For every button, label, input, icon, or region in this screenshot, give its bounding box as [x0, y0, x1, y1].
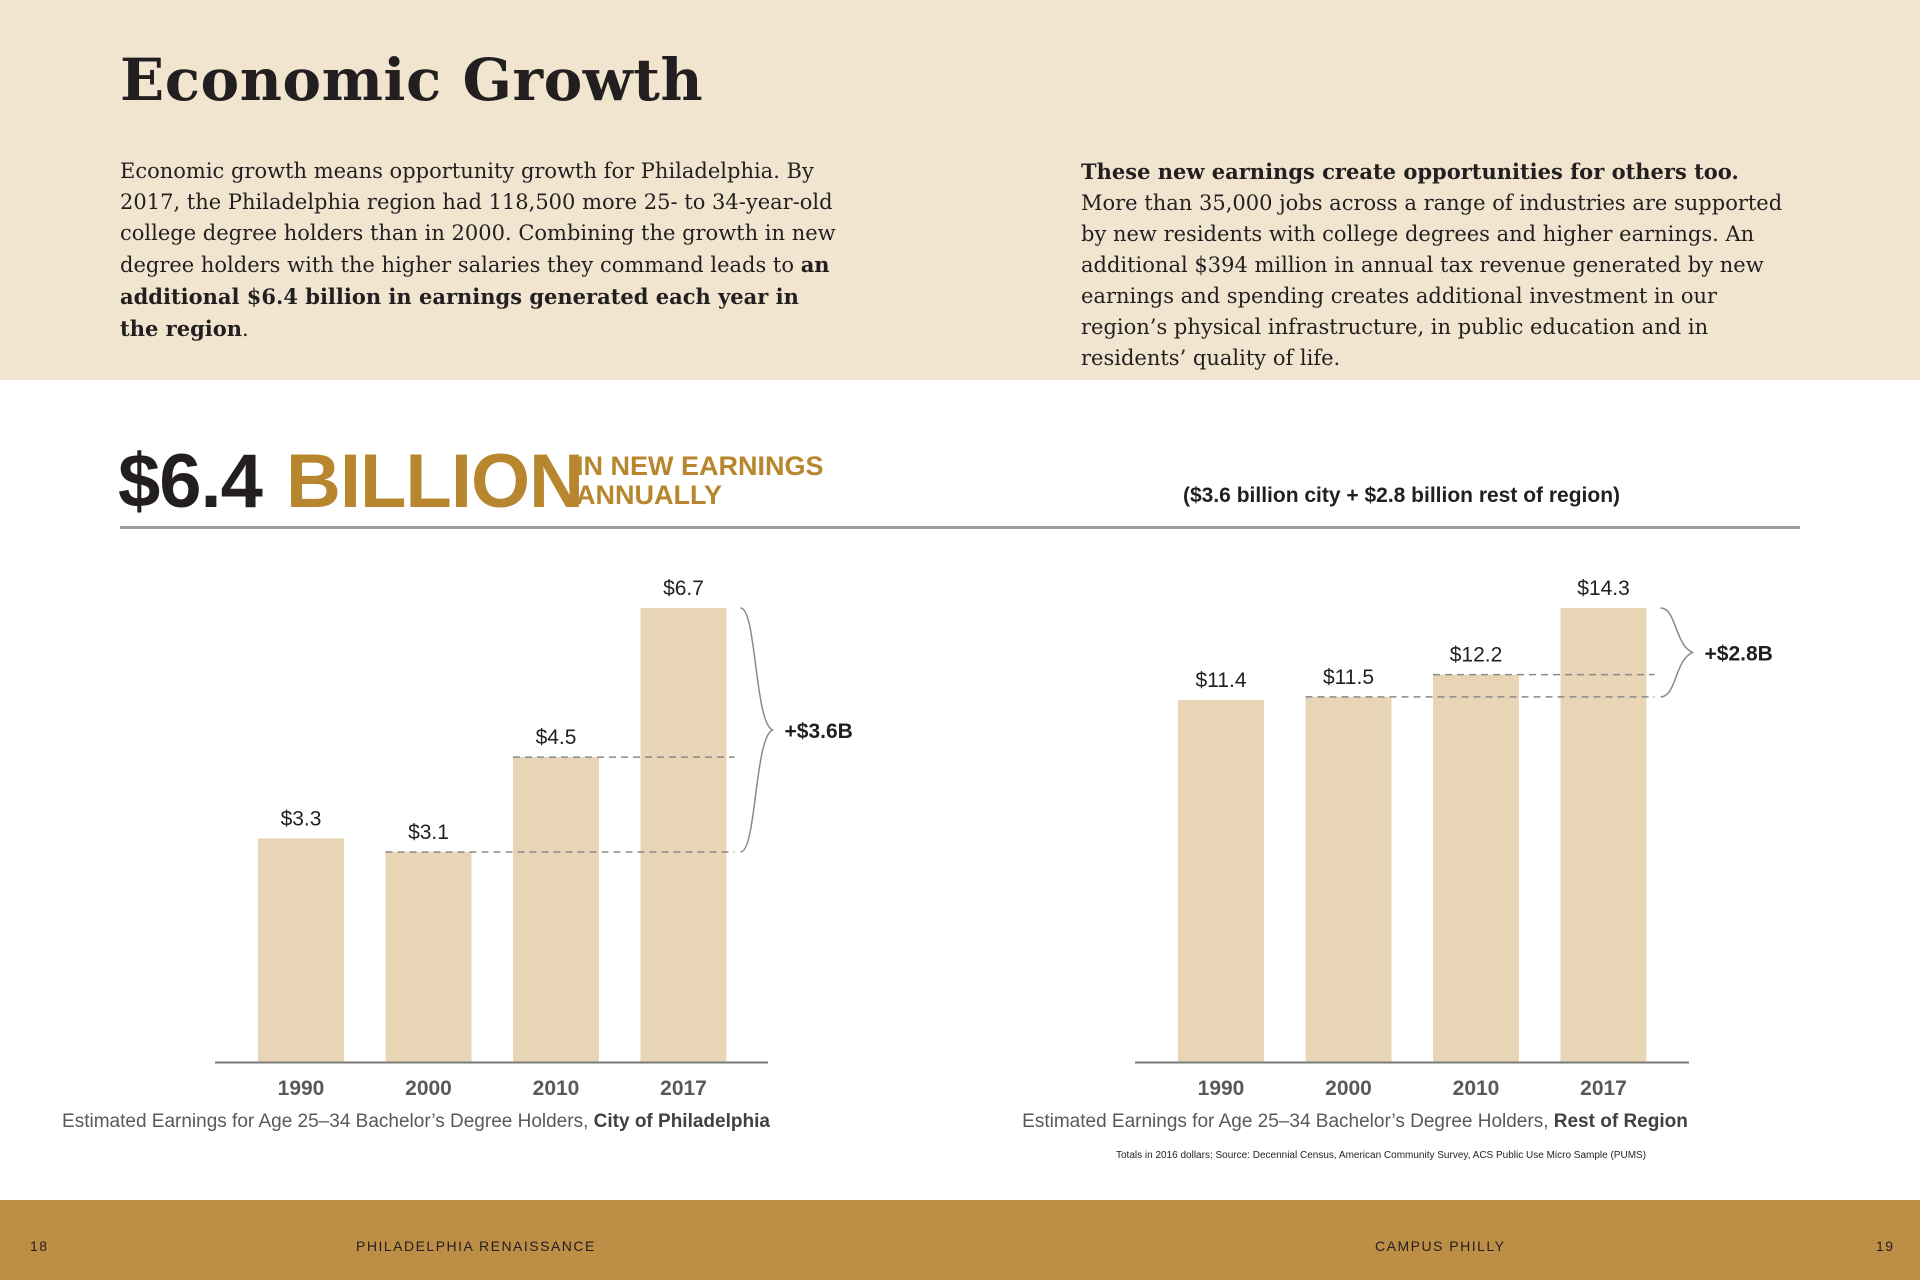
headline-subtitle-line1: IN NEW EARNINGS	[576, 451, 824, 481]
intro-left-end: .	[242, 317, 249, 341]
intro-right-bold: These new earnings create opportunities for others too.	[1081, 159, 1739, 184]
intro-right-text: More than 35,000 jobs across a range of industries are supported by new residents with college degrees and higher earnings. An additional $394 million in annual tax revenue generated by new earnings and spending creates additional investment in our region’s physical infrastructure, in public education and in residents’ quality of life.	[1081, 191, 1783, 370]
bar-2010	[1433, 675, 1519, 1062]
x-tick-2017: 2017	[1580, 1077, 1627, 1100]
divider-rule	[120, 526, 1800, 529]
intro-band	[0, 0, 1920, 380]
x-tick-1990: 1990	[277, 1077, 325, 1100]
headline-subtitle-line2: ANNUALLY	[576, 480, 723, 510]
chart-caption	[62, 1111, 770, 1132]
footer-title-right: CAMPUS PHILLY	[1375, 1238, 1506, 1254]
data-label-2010: $4.5	[535, 726, 577, 750]
data-label-1990: $3.3	[280, 807, 322, 831]
bar-2017	[1561, 608, 1647, 1062]
earnings-charts	[0, 540, 1920, 1140]
bar-2000	[386, 852, 472, 1062]
gain-brace	[1661, 608, 1693, 697]
bar-1990	[1178, 700, 1264, 1062]
data-label-1990: $11.4	[1195, 669, 1247, 693]
chart-caption-bold: Rest of Region	[1553, 1111, 1688, 1132]
page-number-right: 19	[1876, 1238, 1895, 1254]
earnings-split-note: ($3.6 billion city + $2.8 billion rest of region)	[1183, 484, 1621, 507]
chart-caption-bold: City of Philadelphia	[593, 1111, 770, 1132]
data-label-2010: $12.2	[1449, 643, 1503, 667]
bar-2000	[1306, 697, 1392, 1062]
data-label-2000: $3.1	[408, 820, 449, 844]
page-number-left: 18	[30, 1238, 49, 1254]
footer-title-left: PHILADELPHIA RENAISSANCE	[356, 1238, 596, 1254]
intro-paragraph-left	[120, 156, 840, 345]
intro-left-bold: an additional $6.4 billion in earnings generated each year in the region	[120, 252, 830, 341]
source-footnote: Totals in 2016 dollars; Source: Decennial Census, American Community Survey, ACS Public Use Micro Sample (PUMS)	[1116, 1150, 1647, 1161]
intro-paragraph-right	[1081, 156, 1801, 374]
data-label-2017: $14.3	[1577, 577, 1630, 600]
x-tick-2010: 2010	[1452, 1077, 1500, 1100]
x-tick-2000: 2000	[405, 1077, 452, 1100]
x-tick-2017: 2017	[660, 1077, 707, 1100]
bar-1990	[258, 838, 344, 1062]
intro-left-text: Economic growth means opportunity growth for Philadelphia. By 2017, the Philadelphia region had 118,500 more 25- to 34-year-old college degree holders than in 2000. Combining the growth in new degree holders with the higher salaries they command leads to	[120, 159, 836, 277]
x-tick-2000: 2000	[1325, 1077, 1372, 1100]
headline-unit: BILLION	[286, 439, 583, 524]
chart-caption	[1022, 1111, 1688, 1132]
bar-2017	[641, 608, 727, 1062]
chart-caption-text: Estimated Earnings for Age 25–34 Bachelor’s Degree Holders,	[1022, 1111, 1554, 1132]
data-label-2000: $11.5	[1323, 665, 1374, 689]
chart-caption-text: Estimated Earnings for Age 25–34 Bachelor’s Degree Holders,	[62, 1111, 594, 1132]
headline-amount: $6.4	[118, 439, 262, 524]
page-title: Economic Growth	[120, 46, 704, 114]
x-tick-1990: 1990	[1197, 1077, 1245, 1100]
gain-brace	[741, 608, 773, 852]
data-label-2017: $6.7	[663, 577, 704, 600]
bar-2010	[513, 757, 599, 1062]
gain-label: +$2.8B	[1704, 642, 1773, 666]
headline-subtitle	[576, 452, 824, 510]
x-tick-2010: 2010	[532, 1077, 580, 1100]
page-footer	[0, 1200, 1920, 1280]
gain-label: +$3.6B	[784, 719, 853, 743]
